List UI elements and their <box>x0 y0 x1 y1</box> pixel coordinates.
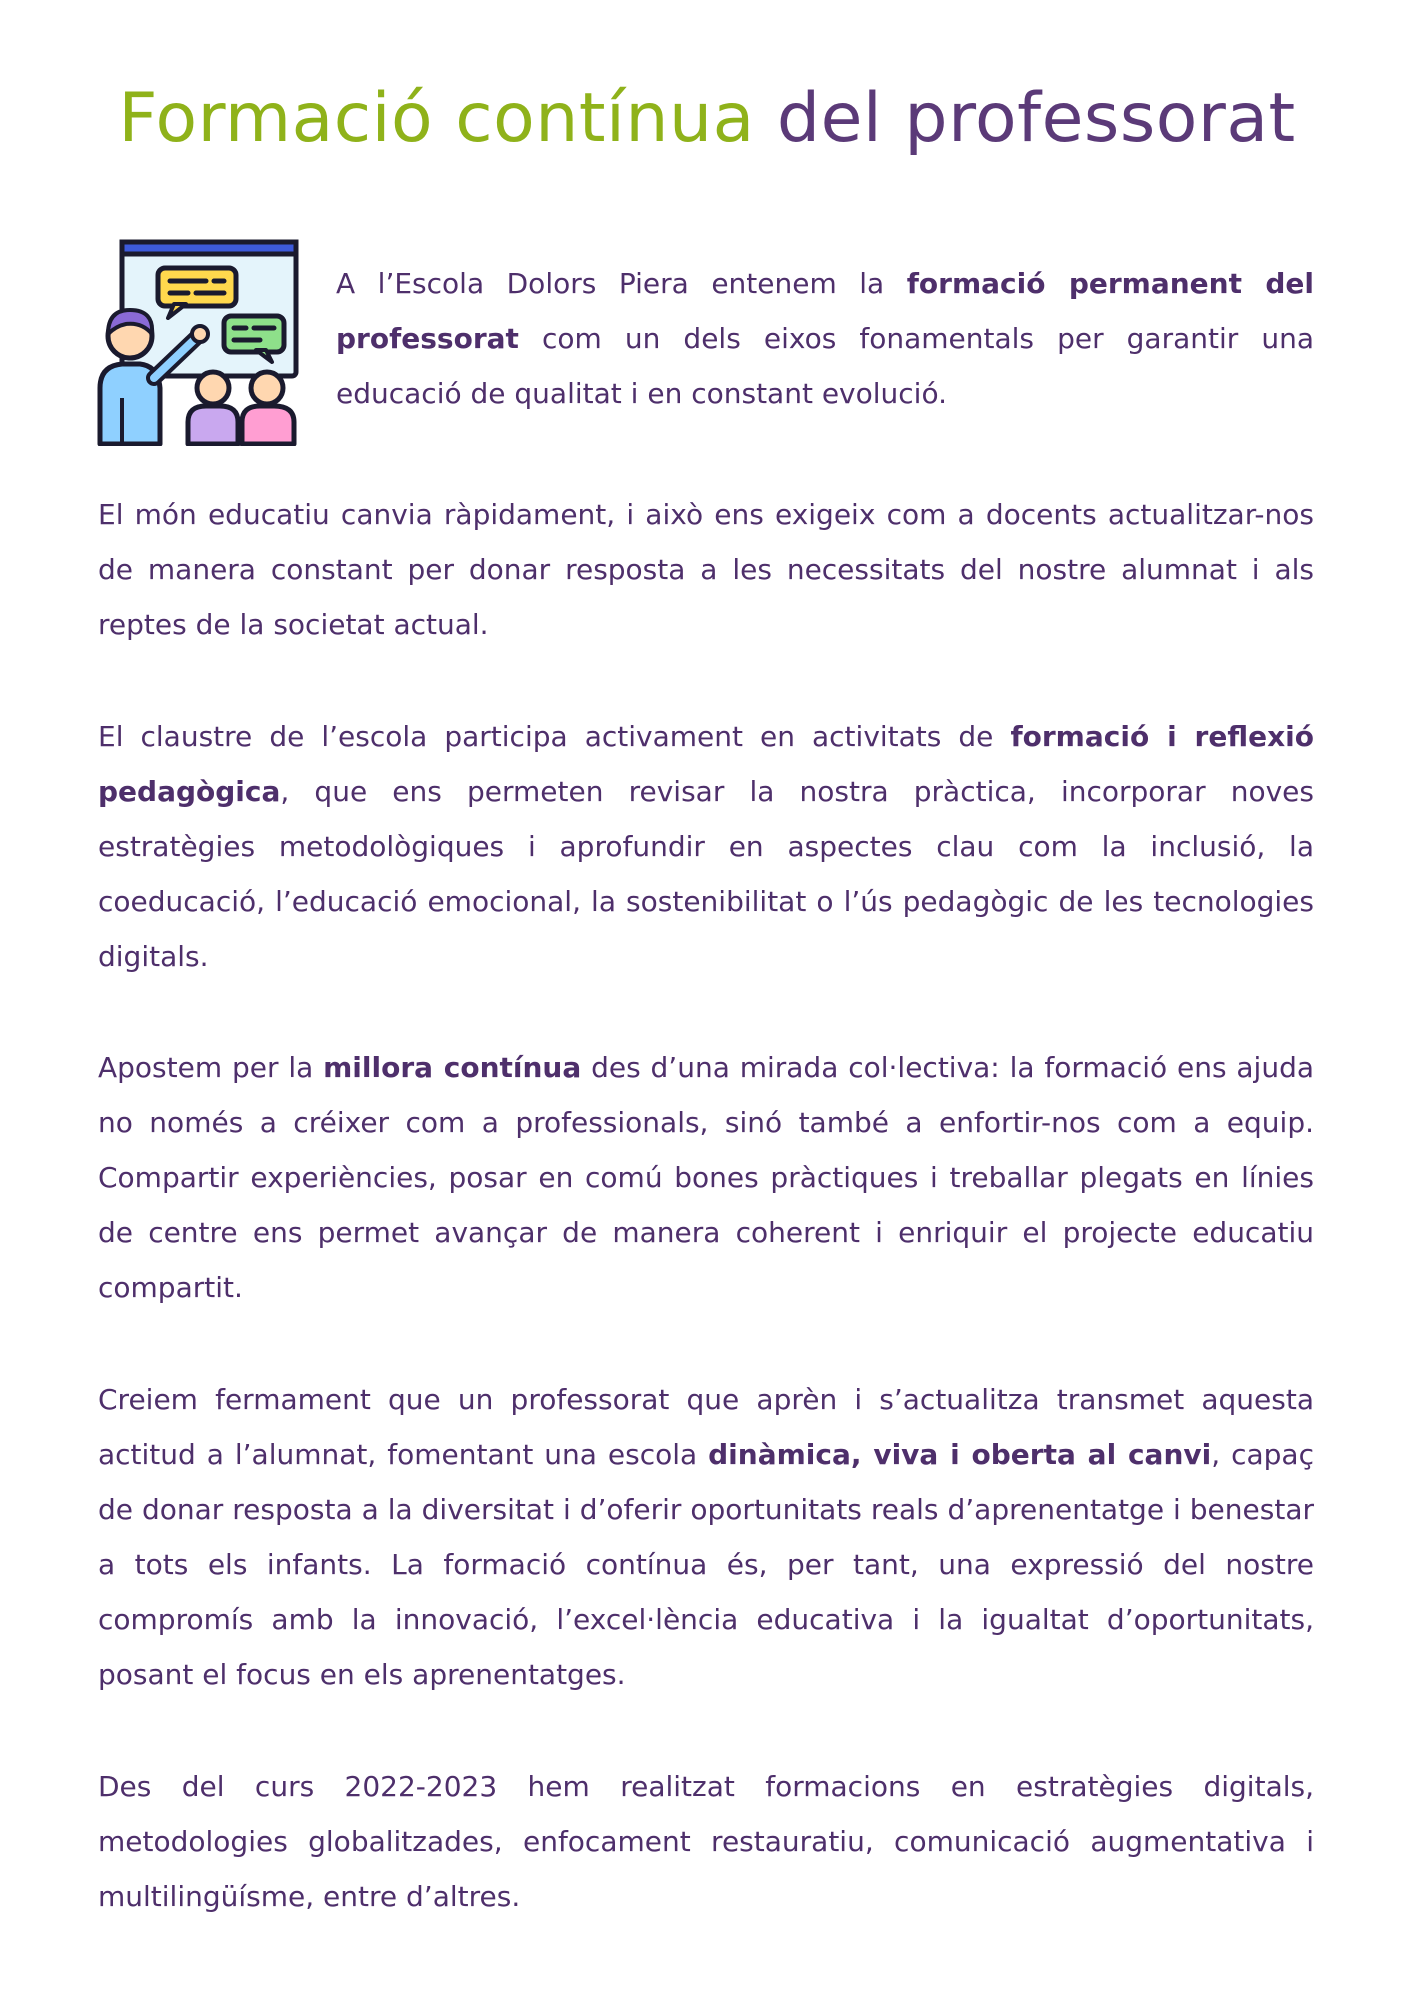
paragraph-millora-text-2: des d’una mirada col·lectiva: la formació ens ajuda no només a créixer com a professionals, sinó també a enfortir-nos com a equip. Compartir experiències, posar en comú bones pràctiques i treballar plegats en línies de centre ens permet avançar de manera coherent i enriquir el projecte educatiu compartit. <box>98 1051 1314 1304</box>
paragraph-millora-highlight: millora contínua <box>323 1051 582 1084</box>
paragraph-creiem <box>98 1372 1314 1702</box>
paragraph-changing-world-text: El món educatiu canvia ràpidament, i això ens exigeix com a docents actualitzar-nos de manera constant per donar resposta a les necessitats del nostre alumnat i als reptes de la societat actual. <box>98 498 1314 641</box>
paragraph-millora-text-1: Apostem per la <box>98 1051 324 1084</box>
paragraph-claustre <box>98 709 1314 984</box>
paragraph-claustre-text-2: , que ens permeten revisar la nostra pràctica, incorporar noves estratègies metodològiques i aprofundir en aspectes clau com la inclusió, la coeducació, l’educació emocional, la sostenibilitat o l’ús pedagògic de les tecnologies digitals. <box>98 775 1314 973</box>
page-title-rest: del professorat <box>754 79 1296 158</box>
paragraph-claustre-text-1: El claustre de l’escola participa activament en activitats de <box>98 720 1011 753</box>
intro-text-2: com un dels eixos fonamentals per garantir una educació de qualitat i en constant evolució. <box>336 322 1314 410</box>
paragraph-formacions-text: Des del curs 2022-2023 hem realitzat formacions en estratègies digitals, metodologies globalitzades, enfocament restauratiu, comunicació augmentativa i multilingüísme, entre d’altres. <box>98 1770 1314 1913</box>
intro-highlight: formació permanent del professorat <box>336 267 1314 355</box>
paragraph-formacions <box>98 1759 1314 1924</box>
intro-paragraph <box>336 256 1314 421</box>
paragraph-millora <box>98 1040 1314 1315</box>
paragraph-changing-world <box>98 487 1314 652</box>
paragraph-creiem-highlight: dinàmica, viva i oberta al canvi <box>708 1438 1212 1471</box>
page-title-accent: Formació contínua <box>118 79 755 158</box>
paragraph-claustre-highlight: formació i reflexió pedagògica <box>98 720 1314 808</box>
intro-text-1: A l’Escola Dolors Piera entenem la <box>336 267 907 300</box>
page-title <box>0 78 1414 160</box>
paragraph-creiem-text-2: , capaç de donar resposta a la diversitat i d’oferir oportunitats reals d’aprenentatge i benestar a tots els infants. La formació contínua és, per tant, una expressió del nostre compromís amb la innovació, l’excel·lència educativa i la igualtat d’oportunitats, posant el focus en els aprenentatges. <box>98 1438 1314 1691</box>
teacher-presentation-icon <box>96 238 302 446</box>
paragraph-creiem-text-1: Creiem fermament que un professorat que aprèn i s’actualitza transmet aquesta actitud a l’alumnat, fomentant una escola <box>98 1383 1314 1471</box>
